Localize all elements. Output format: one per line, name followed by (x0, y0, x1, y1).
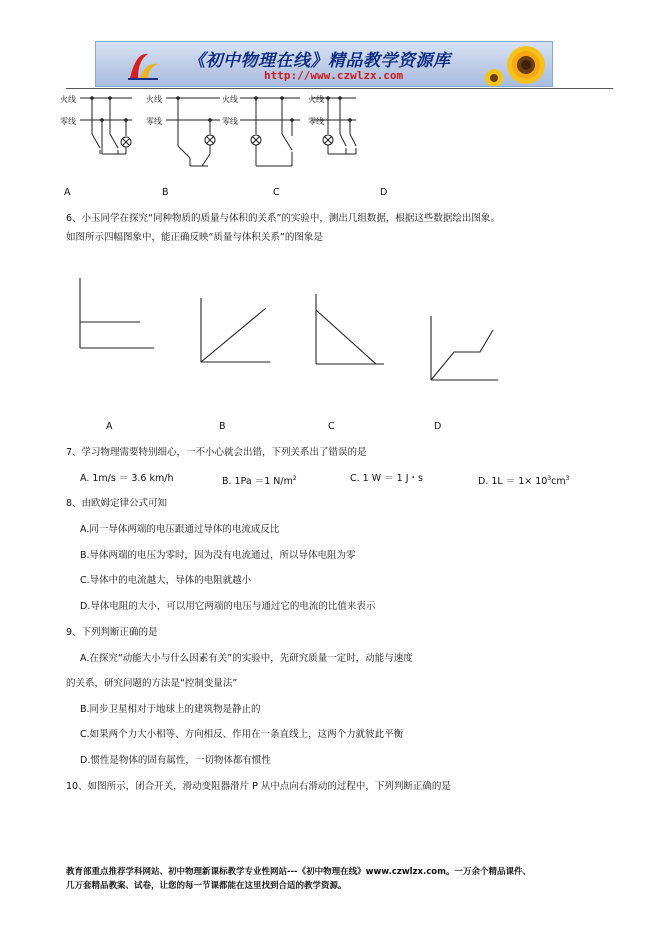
circuit-d-neutral-label: 零线 (308, 117, 324, 126)
circuit-option-d: D (380, 187, 388, 198)
header-rule (66, 88, 613, 89)
q7-option-d-unit-sup: 3 (565, 475, 570, 482)
q7-option-b-sup: 2 (292, 475, 297, 482)
q8-option-c: C.导体中的电流越大，导体的电阻就越小 (80, 575, 252, 586)
q8-option-b: B.导体两端的电压为零时，因为没有电流通过，所以导体电阻为零 (80, 550, 356, 561)
q6-option-c: C (328, 421, 335, 432)
q8-option-d: D.导体电阻的大小，可以用它两端的电压与通过它的电流的比值来表示 (80, 601, 376, 612)
q9-option-b: B.同步卫星相对于地球上的建筑物是静止的 (80, 704, 261, 715)
circuit-c-neutral-label: 零线 (222, 117, 238, 126)
graph-c-line (316, 310, 376, 364)
q7-option-d-sup: 3 (547, 475, 552, 482)
banner-title: 《初中物理在线》精品教学资源库 (188, 51, 451, 71)
q7-option-c: C. 1 W ＝ 1 J・s (350, 473, 423, 484)
footer-line1: 教育部重点推荐学科网站、初中物理新课标教学专业性网站---《初中物理在线》www.czwlzx.com。一万余个精品课件、 (66, 867, 531, 877)
header-banner (95, 41, 553, 87)
q7-option-b-text: B. 1Pa ＝1 N/m (222, 476, 293, 488)
q7-option-a: A. 1m/s ＝ 3.6 km/h (80, 473, 174, 484)
q6-option-a: A (106, 421, 113, 432)
q7-stem: 7、学习物理需要特别细心，一不小心就会出错，下列关系出了错误的是 (66, 447, 367, 458)
circuit-b-neutral-label: 零线 (146, 117, 162, 126)
q8-stem: 8、由欧姆定律公式可知 (66, 498, 168, 509)
q9-option-d: D.惯性是物体的固有属性，一切物体都有惯性 (80, 755, 271, 766)
circuit-d-live-label: 火线 (308, 95, 324, 104)
graph-d-line (431, 330, 493, 380)
q7-option-b (222, 472, 297, 488)
circuit-b-live-label: 火线 (146, 95, 162, 104)
graph-b-line (201, 308, 266, 362)
q6-graphs (66, 270, 506, 385)
sunflower-icon (480, 42, 553, 87)
q9-option-c: C.如果两个力大小相等、方向相反、作用在一条直线上，这两个力就彼此平衡 (80, 729, 404, 740)
q6-line1: 6、小玉同学在探究“同种物质的质量与体积的关系”的实验中，测出几组数据，根据这些数据绘出图象。 (66, 213, 500, 224)
banner-url[interactable]: http://www.czwlzx.com (264, 69, 404, 82)
circuit-option-b: B (162, 187, 169, 198)
circuit-a-live-label: 火线 (60, 95, 76, 104)
circuit-option-a: A (64, 187, 71, 198)
q7-option-d (478, 472, 569, 488)
q7-option-d-unit: cm (551, 476, 566, 488)
q7-option-d-text: D. 1L ＝ 1× 10 (478, 476, 548, 488)
circuit-option-c: C (273, 187, 280, 198)
q9-stem: 9、下列判断正确的是 (66, 627, 158, 638)
q6-option-d: D (434, 421, 442, 432)
q10-stem: 10、如图所示，闭合开关，滑动变阻器滑片 P 从中点向右滑动的过程中，下列判断正确的是 (66, 781, 451, 792)
q9-option-a-line2: 的关系，研究问题的方法是“控制变量法” (66, 678, 238, 689)
q6-line2: 如图所示四幅图象中，能正确反映“质量与体积关系”的图象是 (66, 232, 323, 243)
circuit-c-live-label: 火线 (222, 95, 238, 104)
site-logo-icon (126, 48, 160, 82)
q8-option-a: A.同一导体两端的电压跟通过导体的电流成反比 (80, 524, 280, 535)
q9-option-a-line1: A.在探究“动能大小与什么因素有关”的实验中，先研究质量一定时，动能与速度 (80, 653, 413, 664)
q6-option-b: B (219, 421, 226, 432)
circuit-a-neutral-label: 零线 (60, 117, 76, 126)
footer-line2: 几万套精品教案、试卷，让您的每一节课都能在这里找到合适的教学资源。 (66, 881, 347, 891)
